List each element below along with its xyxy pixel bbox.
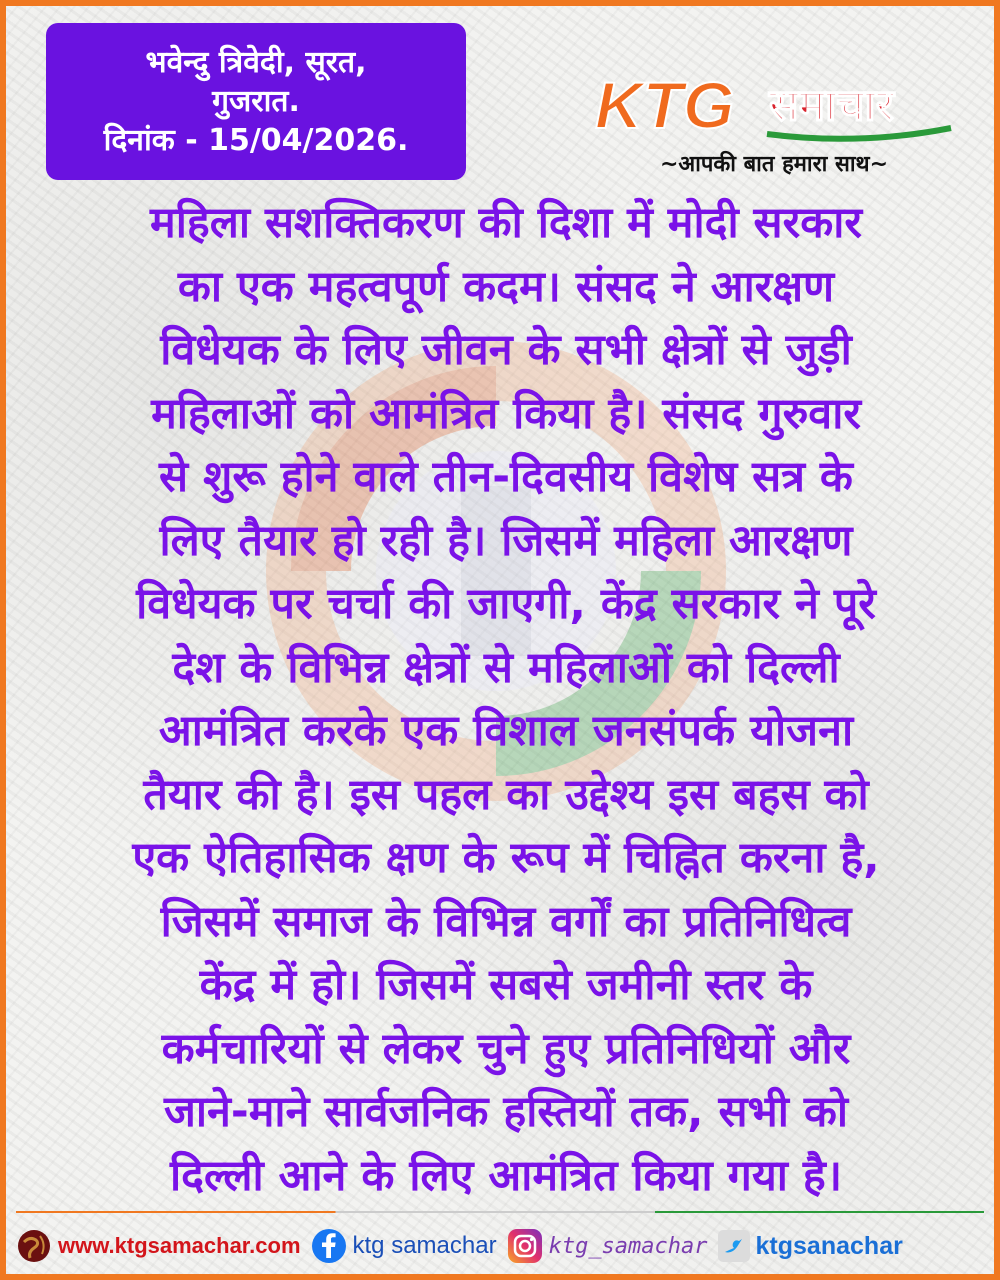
article-line: एक ऐतिहासिक क्षण के रूप में चिह्नित करना है, (132, 833, 880, 883)
article-line: से शुरू होने वाले तीन-दिवसीय विशेष सत्र के (159, 452, 853, 502)
facebook-icon (311, 1228, 347, 1264)
article-line: तैयार की है। इस पहल का उद्देश्य इस बहस को (143, 769, 869, 820)
article-line: देश के विभिन्न क्षेत्रों से महिलाओं को दिल्ली (172, 642, 840, 693)
facebook-link[interactable] (311, 1228, 497, 1264)
article-line: महिला सशक्तिकरण की दिशा में मोदी सरकार (150, 198, 862, 248)
logo-tagline: ~आपकी बात हमारा साथ~ (659, 152, 889, 177)
facebook-text: ktg samachar (352, 1232, 497, 1259)
footer-bar (16, 1218, 996, 1274)
article-line: लिए तैयार हो रही है। जिसमें महिला आरक्षण (159, 515, 853, 566)
twitter-icon (718, 1230, 750, 1262)
instagram-icon (507, 1228, 543, 1264)
article-line: विधेयक के लिए जीवन के सभी क्षेत्रों से जुड़ी (160, 325, 852, 375)
article-line: विधेयक पर चर्चा की जाएगी, केंद्र सरकार ने पूरे (136, 579, 876, 629)
article-line: केंद्र में हो। जिसमें सबसे जमीनी स्तर के (199, 960, 813, 1010)
author-state: गुजरात. (212, 84, 300, 119)
footer-divider (16, 1211, 984, 1213)
author-name: भवेन्दु त्रिवेदी, सूरत, (145, 45, 367, 80)
logo-hindi-text: समाचार (769, 80, 894, 131)
instagram-link[interactable] (507, 1228, 708, 1264)
article-line: दिल्ली आने के लिए आमंत्रित किया गया है। (169, 1150, 843, 1201)
globe-icon (16, 1228, 52, 1264)
publish-date: दिनांक - 15/04/2026. (103, 123, 409, 158)
article-line: जिसमें समाज के विभिन्न वर्गों का प्रतिनिधित्व (160, 896, 852, 947)
author-date-box (46, 23, 466, 180)
instagram-text: ktg_samachar (548, 1233, 708, 1259)
article-line: जाने-माने सार्वजनिक हस्तियों तक, सभी को (163, 1087, 849, 1137)
website-link[interactable] (16, 1228, 301, 1264)
article-line: का एक महत्वपूर्ण कदम। संसद ने आरक्षण (177, 261, 835, 312)
article-line: कर्मचारियों से लेकर चुने हुए प्रतिनिधियों और (161, 1023, 851, 1074)
twitter-link[interactable] (718, 1230, 903, 1262)
article-line: महिलाओं को आमंत्रित किया है। संसद गुरुवार (151, 388, 861, 439)
website-text: www.ktgsamachar.com (58, 1233, 301, 1258)
ktg-samachar-logo (589, 68, 959, 144)
logo-ktg-text: KTG (595, 68, 735, 142)
article-line: आमंत्रित करके एक विशाल जनसंपर्क योजना (158, 706, 854, 756)
twitter-text: ktgsanachar (755, 1231, 903, 1260)
article-body (36, 192, 976, 1208)
